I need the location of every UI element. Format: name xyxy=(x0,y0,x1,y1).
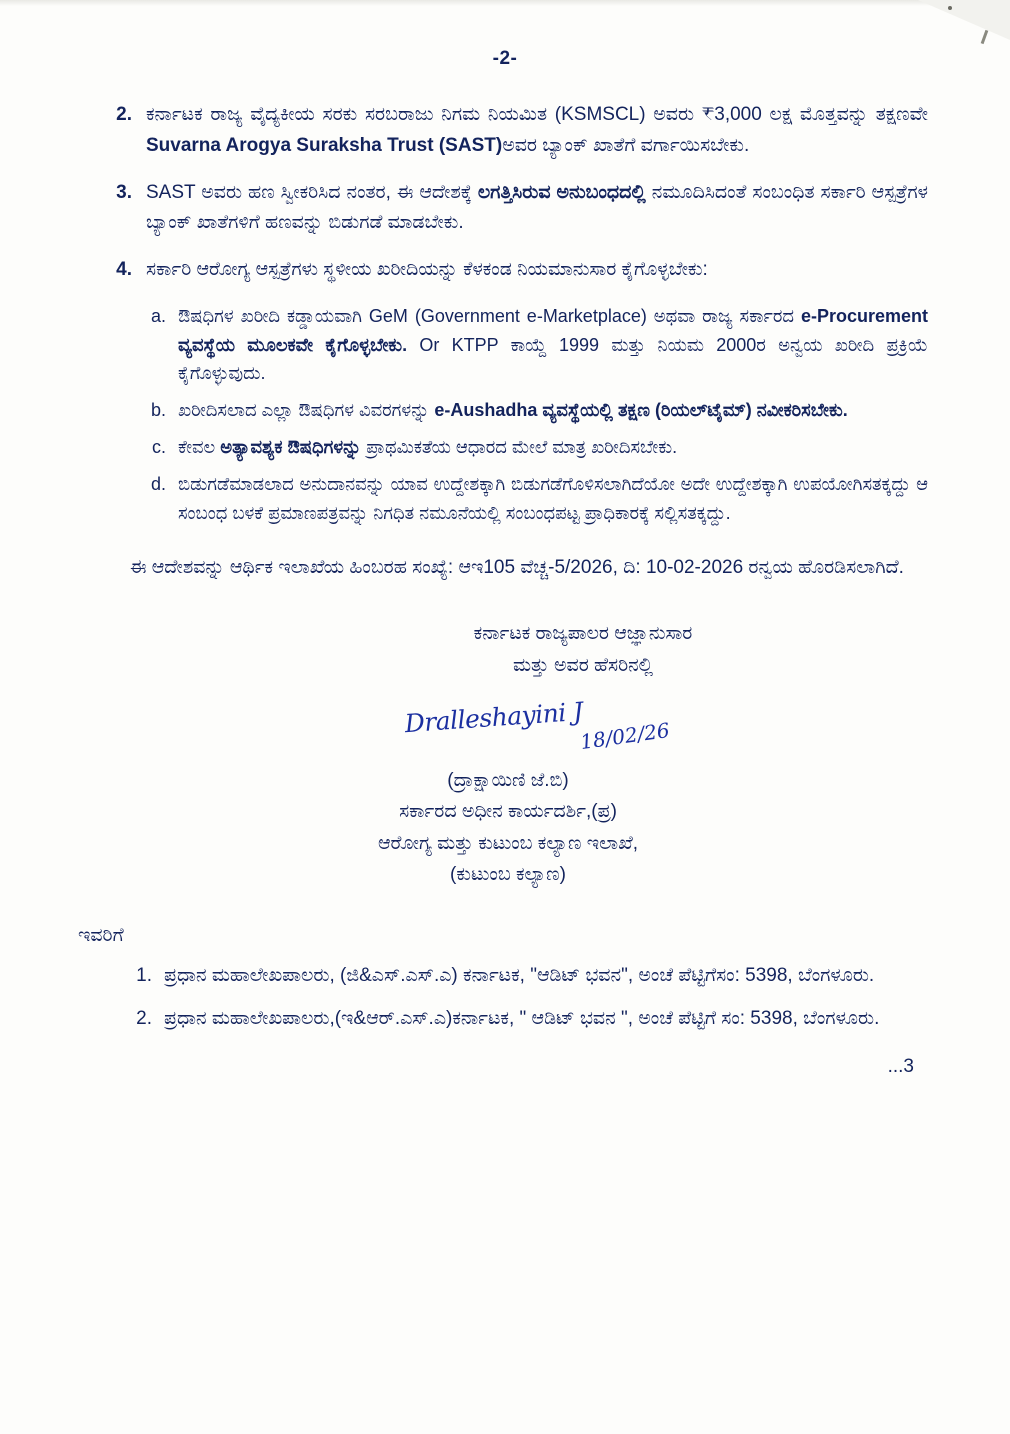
emphasis-text: e-Aushadha ವ್ಯವಸ್ಥೆಯಲ್ಲಿ ತಕ್ಷಣ (ರಿಯಲ್‌ಟೈಮ್) ನವೀಕರಿಸಬೇಕು. xyxy=(434,400,848,421)
clause-number: 4. xyxy=(116,259,132,281)
numbered-clause-list xyxy=(88,100,928,286)
scan-corner-artifact xyxy=(918,0,1010,40)
recipient-text: ಪ್ರಧಾನ ಮಹಾಲೇಖಪಾಲರು,(ಇ&ಆರ್.ಎಸ್.ಎ)ಕರ್ನಾಟಕ, " ಆಡಿಟ್ ಭವನ ", ಅಂಚೆ ಪೆಟ್ಟಿಗೆ ಸಂ: 5398, ಬೆಂಗಳೂರು. xyxy=(164,1007,880,1029)
recipients-label: ಇವರಿಗೆ xyxy=(78,924,124,946)
subclause-text xyxy=(178,302,928,388)
lettered-subclause xyxy=(136,470,928,528)
authority-line-1: ಕರ್ನಾಟಕ ರಾಜ್ಯಪಾಲರ ಆಜ್ಞಾನುಸಾರ xyxy=(473,623,693,645)
body-text: ಪ್ರಾಥಮಿಕತೆಯ ಆಧಾರದ ಮೇಲೆ ಮಾತ್ರ ಖರೀದಿಸಬೇಕು. xyxy=(361,437,678,458)
document-body xyxy=(78,100,928,1078)
lettered-subclause xyxy=(136,433,928,462)
body-text: ಖರೀದಿಸಲಾದ ಎಲ್ಲಾ ಔಷಧಿಗಳ ವಿವರಗಳನ್ನು xyxy=(178,400,435,421)
signatory-name: (ದ್ರಾಕ್ಷಾಯಿಣಿ ಜೆ.ಬಿ) xyxy=(447,769,569,791)
signatory-designation: ಸರ್ಕಾರದ ಅಧೀನ ಕಾರ್ಯದರ್ಶಿ,(ಪ್ರ) xyxy=(399,801,617,823)
body-text: ಅವರ ಬ್ಯಾಂಕ್ ಖಾತೆಗೆ ವರ್ಗಾಯಿಸಬೇಕು. xyxy=(502,134,750,156)
clause-text xyxy=(146,178,928,240)
scan-streak-icon xyxy=(981,30,989,44)
authority-line-2: ಮತ್ತು ಅವರ ಹೆಸರಿನಲ್ಲಿ xyxy=(512,655,654,677)
subclause-letter: d. xyxy=(150,473,166,494)
scan-edge-artifact xyxy=(0,0,1010,6)
emphasis-text: ಲಗತ್ತಿಸಿರುವ ಅನುಬಂಧದಲ್ಲಿ xyxy=(477,181,646,203)
lettered-subclause xyxy=(136,396,928,425)
body-text: ನಮೂದಿಸಿದಂತೆ ಸಂಬಂಧಿತ ಸರ್ಕಾರಿ ಆಸ್ಪತ್ರೆಗಳ ಬ್ಯಾಂಕ್ ಖಾತೆಗಳಿಗೆ ಹಣವನ್ನು ಬಿಡುಗಡೆ ಮಾಡಬೇಕು. xyxy=(146,181,928,234)
subclause-text xyxy=(178,470,928,528)
body-text: SAST ಅವರು ಹಣ ಸ್ವೀಕರಿಸಿದ ನಂತರ, ಈ ಆದೇಶಕ್ಕೆ xyxy=(146,181,478,203)
signatory-division: (ಕುಟುಂಬ ಕಲ್ಯಾಣ) xyxy=(450,864,566,886)
subclause-text xyxy=(178,433,928,462)
recipient-item xyxy=(116,1004,928,1035)
recipients-list xyxy=(116,961,928,1035)
order-reference-paragraph xyxy=(88,553,928,584)
handwritten-signature-date: 18/02/26 xyxy=(578,717,672,754)
signatory-department: ಆರೋಗ್ಯ ಮತ್ತು ಕುಟುಂಬ ಕಲ್ಯಾಣ ಇಲಾಖೆ, xyxy=(378,832,638,854)
numbered-clause xyxy=(88,100,928,162)
order-reference-text: ಈ ಆದೇಶವನ್ನು ಆರ್ಥಿಕ ಇಲಾಖೆಯ ಹಿಂಬರಹ ಸಂಖ್ಯೆ: ಆಇ105 ವೆಚ್ಚ-5/2026, ದಿ: 10-02-2026 ರನ್ವಯ ಹೊರಡಿಸಲಾಗಿದೆ. xyxy=(130,557,904,579)
subclause-letter: b. xyxy=(150,400,166,421)
body-text: ಬಿಡುಗಡೆಮಾಡಲಾದ ಅನುದಾನವನ್ನು ಯಾವ ಉದ್ದೇಶಕ್ಕಾಗಿ ಬಿಡುಗಡೆಗೊಳಿಸಲಾಗಿದೆಯೋ ಅದೇ ಉದ್ದೇಶಕ್ಕಾಗಿ ಉಪಯೋಗಿಸತಕ್ಕದ್ದು ಆ ಸಂಬಂಧ ಬಳಕೆ ಪ್ರಮಾಣಪತ್ರವನ್ನು ನಿಗಧಿತ ನಮೂನೆಯಲ್ಲಿ ಸಂಬಂಧಪಟ್ಟ ಪ್ರಾಧಿಕಾರಕ್ಕೆ ಸಲ್ಲಿಸತಕ್ಕದ್ದು. xyxy=(178,473,928,523)
numbered-clause xyxy=(88,178,928,240)
lettered-subclause xyxy=(136,302,928,388)
recipient-item xyxy=(116,961,928,992)
emphasis-text: e-Procurement ವ್ಯವಸ್ಥೆಯ ಮೂಲಕವೇ ಕೈಗೊಳ್ಳಬೇಕು. xyxy=(178,305,928,355)
page-continuation-note: ...3 xyxy=(887,1056,914,1078)
lettered-subclause-list xyxy=(136,302,928,528)
body-text: ಕರ್ನಾಟಕ ರಾಜ್ಯ ವೈದ್ಯಕೀಯ ಸರಕು ಸರಬರಾಜು ನಿಗಮ ನಿಯಮಿತ (KSMSCL) ಅವರು ₹3,000 ಲಕ್ಷ ಮೊತ್ತವನ್ನು ತಕ್ಷಣವೇ xyxy=(146,104,928,125)
scan-speck-icon xyxy=(948,6,952,10)
body-text: ಔಷಧಿಗಳ ಖರೀದಿ ಕಡ್ಡಾಯವಾಗಿ GeM (Government e-Marketplace) ಅಥವಾ ರಾಜ್ಯ ಸರ್ಕಾರದ xyxy=(178,305,801,326)
recipient-number: 2. xyxy=(136,1007,152,1029)
clause-text xyxy=(146,100,928,162)
body-text: ಸರ್ಕಾರಿ ಆರೋಗ್ಯ ಆಸ್ಪತ್ರೆಗಳು ಸ್ಥಳೀಯ ಖರೀದಿಯನ್ನು ಕೆಳಕಂಡ ನಿಯಮಾನುಸಾರ ಕೈಗೊಳ್ಳಬೇಕು: xyxy=(146,259,708,281)
numbered-clause xyxy=(88,255,928,286)
page-number: -2- xyxy=(492,48,518,69)
clause-text xyxy=(146,255,928,286)
clause-number: 3. xyxy=(116,181,132,203)
subclause-letter: a. xyxy=(150,305,166,326)
recipient-number: 1. xyxy=(136,964,152,986)
subclause-letter: c. xyxy=(151,437,166,458)
handwritten-signature: Dralleshayini J xyxy=(403,696,584,738)
body-text: Or KTPP ಕಾಯ್ದೆ 1999 ಮತ್ತು ನಿಯಮ 2000ರ ಅನ್ವಯ ಖರೀದಿ ಪ್ರಕ್ರಿಯೆ ಕೈಗೊಳ್ಳುವುದು. xyxy=(178,334,928,384)
subclause-text xyxy=(178,396,928,425)
emphasis-text: ಅತ್ಯಾವಶ್ಯಕ ಔಷಧಿಗಳನ್ನು xyxy=(220,437,362,458)
signatory-details xyxy=(88,765,928,891)
signature-area xyxy=(88,693,928,765)
recipient-text: ಪ್ರಧಾನ ಮಹಾಲೇಖಪಾಲರು, (ಜಿ&ಎಸ್.ಎಸ್.ಎ) ಕರ್ನಾಟಕ, "ಆಡಿಟ್ ಭವನ", ಅಂಚೆ ಪೆಟ್ಟಿಗೆಸಂ: 5398, ಬೆಂಗಳೂರು. xyxy=(164,964,875,986)
closing-block xyxy=(88,618,928,891)
body-text: ಕೇವಲ xyxy=(178,437,221,458)
clause-number: 2. xyxy=(116,104,132,125)
emphasis-text: Suvarna Arogya Suraksha Trust (SAST) xyxy=(146,134,503,156)
